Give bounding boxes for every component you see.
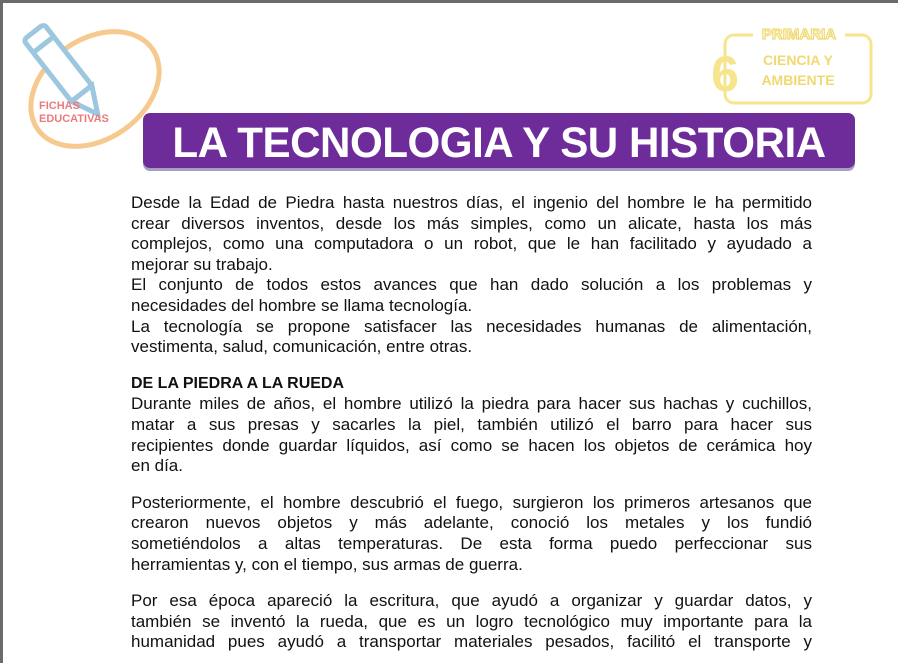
text-line: Por esa época apareció la escritura, que ayudó a organizar y guardar datos, y (131, 591, 812, 611)
svg-text:FICHAS: FICHAS (39, 100, 80, 112)
text-line: crearon nuevos objetos y más adelante, conoció los metales y los fundió (131, 513, 812, 533)
paragraph-5 (131, 493, 812, 575)
grade-badge (703, 23, 878, 108)
document-page (3, 3, 898, 663)
text-line: en día. (131, 456, 183, 476)
text-line: humanidad pues ayudó a transportar materiales pesados, facilitó el transporte y (131, 632, 812, 652)
page-title: LA TECNOLOGIA Y SU HISTORIA (172, 119, 826, 167)
svg-text:EDUCATIVAS: EDUCATIVAS (39, 113, 109, 125)
svg-text:CIENCIA Y: CIENCIA Y (762, 52, 834, 68)
text-line: necesidades del hombre se llama tecnología. (131, 295, 473, 315)
text-line: herramientas y, con el tiempo, sus armas de guerra. (131, 554, 523, 574)
svg-text:6: 6 (711, 46, 739, 102)
text-line: vestimenta, salud, comunicación, entre otras. (131, 337, 473, 357)
text-line: crear diversos inventos, desde los más simples, como un alicate, hasta los más (131, 213, 812, 233)
paragraph-6 (131, 591, 812, 653)
paragraph-4 (131, 394, 812, 476)
text-line: El conjunto de todos estos avances que han dado solución a los problemas y (131, 275, 812, 295)
svg-text:AMBIENTE: AMBIENTE (761, 72, 835, 88)
text-line: complejos, como una computadora o un robot, que le han facilitado y ayudado a (131, 234, 812, 254)
text-line: La tecnología se propone satisfacer las necesidades humanas de alimentación, (131, 316, 812, 336)
text-line: matar a sus presas y sacarles la piel, también utilizó el barro para hacer sus (131, 414, 812, 434)
section-heading: DE LA PIEDRA A LA RUEDA (131, 374, 345, 392)
title-banner (143, 113, 855, 168)
document-body (131, 193, 812, 653)
paragraph-2 (131, 275, 812, 316)
text-line: Desde la Edad de Piedra hasta nuestros días, el ingenio del hombre le ha permitido (131, 193, 812, 212)
paragraph-3 (131, 317, 812, 358)
text-line: sometiéndolos a altas temperaturas. De esta forma puedo perfeccionar sus (131, 533, 812, 553)
text-line: mejorar su trabajo. (131, 254, 273, 274)
text-line: Durante miles de años, el hombre utilizó la piedra para hacer sus hachas y cuchillos, (131, 394, 812, 414)
text-line: también se inventó la rueda, que es un logro tecnológico muy importante para la (131, 611, 812, 631)
paragraph-1 (131, 193, 812, 275)
text-line: recipientes donde guardar líquidos, así como se hacen los objetos de cerámica hoy (131, 435, 812, 455)
svg-text:PRIMARIA: PRIMARIA (761, 26, 837, 43)
text-line: Posteriormente, el hombre descubrió el fuego, surgieron los primeros artesanos que (131, 492, 812, 512)
